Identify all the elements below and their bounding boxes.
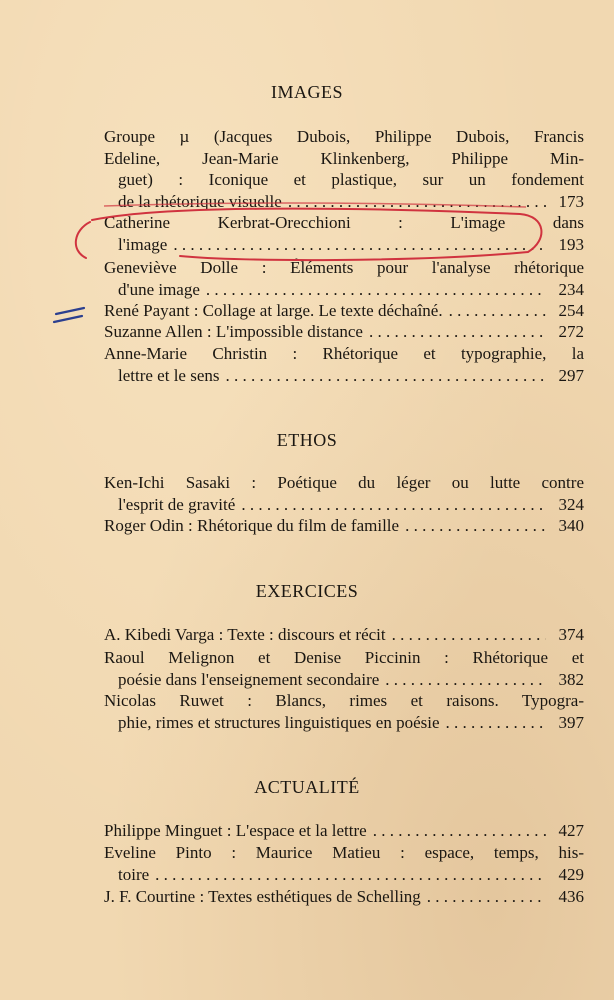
leader-dots xyxy=(206,279,546,301)
entry-title-tail: poésie dans l'enseignement secondaire xyxy=(118,669,380,689)
entry-last-line xyxy=(104,820,584,842)
page-number: 234 xyxy=(558,279,584,299)
entry-title-tail: Philippe Minguet : L'espace et la lettre xyxy=(104,821,367,840)
toc-entry-kibedi-varga xyxy=(104,624,584,646)
entry-last-line xyxy=(104,300,584,322)
toc-entry-melignon-piccinin xyxy=(104,647,584,690)
page-number: 382 xyxy=(558,669,584,689)
entry-last-line xyxy=(104,712,584,734)
toc-entry-odin xyxy=(104,515,584,537)
leader-dots xyxy=(449,300,546,322)
entry-line: Nicolas Ruwet : Blancs, rimes et raisons. Typogra- xyxy=(104,691,584,710)
toc-entry-ruwet xyxy=(104,690,584,733)
leader-dots xyxy=(288,191,546,213)
section-title-actualite: ACTUALITÉ xyxy=(254,777,360,797)
entry-title-tail: l'image xyxy=(118,234,168,254)
entry-line: Anne-Marie Christin : Rhétorique et typographie, la xyxy=(104,344,584,363)
page-number: 397 xyxy=(558,712,584,732)
leader-dots xyxy=(373,820,546,842)
entry-line: Catherine Kerbrat-Orecchioni : L'image dans xyxy=(104,213,584,232)
page-number: 297 xyxy=(558,365,584,385)
entry-line: Ken-Ichi Sasaki : Poétique du léger ou lutte contre xyxy=(104,473,584,492)
page-number: 324 xyxy=(558,494,584,514)
entry-last-line xyxy=(104,864,584,886)
entry-title-tail: Suzanne Allen : L'impossible distance xyxy=(104,322,363,341)
entry-last-line xyxy=(104,515,584,537)
blue-margin-mark xyxy=(54,308,84,322)
toc-entry-courtine xyxy=(104,886,584,908)
leader-dots xyxy=(173,234,546,256)
entry-last-line xyxy=(104,365,584,387)
entry-line: Edeline, Jean-Marie Klinkenberg, Philippe Min- xyxy=(104,148,584,168)
toc-entry-kerbrat-orecchioni xyxy=(104,212,584,255)
leader-dots xyxy=(385,669,546,691)
entry-last-line xyxy=(104,624,584,646)
entry-line: Groupe µ (Jacques Dubois, Philippe Dubois, Francis xyxy=(104,127,584,146)
toc-entry-allen xyxy=(104,321,584,343)
page-number: 173 xyxy=(558,191,584,211)
entry-line: guet) : Iconique et plastique, sur un fondement xyxy=(118,170,584,189)
entry-line: Raoul Melignon et Denise Piccinin : Rhétorique et xyxy=(104,648,584,667)
entry-title-tail: phie, rimes et structures linguistiques en poésie xyxy=(118,712,440,732)
toc-entry-groupe-mu xyxy=(104,126,584,212)
toc-entry-minguet xyxy=(104,820,584,842)
toc-entry-pinto xyxy=(104,842,584,885)
entry-last-line xyxy=(104,321,584,343)
entry-title-tail: toire xyxy=(118,864,150,884)
entry-last-line xyxy=(104,279,584,301)
entry-title-tail: d'une image xyxy=(118,279,200,299)
section-title-images: IMAGES xyxy=(270,82,343,102)
page-number: 429 xyxy=(558,864,584,884)
entry-last-line xyxy=(104,886,584,908)
entry-title-tail: René Payant : Collage at large. Le texte déchaîné. xyxy=(104,301,443,320)
page-number: 272 xyxy=(558,322,584,341)
page-number: 193 xyxy=(558,234,584,254)
leader-dots xyxy=(446,712,546,734)
entry-line: Geneviève Dolle : Éléments pour l'analyse rhétorique xyxy=(104,258,584,277)
page-number: 427 xyxy=(558,821,584,840)
leader-dots xyxy=(226,365,547,387)
entry-title-tail: A. Kibedi Varga : Texte : discours et récit xyxy=(104,625,386,644)
entry-line: Eveline Pinto : Maurice Matieu : espace, temps, his- xyxy=(104,843,584,862)
entry-last-line xyxy=(104,191,584,213)
leader-dots xyxy=(155,864,546,886)
leader-dots xyxy=(392,624,546,646)
page-number: 374 xyxy=(558,625,584,644)
entry-title-tail: de la rhétorique visuelle xyxy=(118,191,282,211)
page-number: 340 xyxy=(558,516,584,535)
toc-entry-sasaki xyxy=(104,472,584,515)
entry-title-tail: Roger Odin : Rhétorique du film de famille xyxy=(104,516,400,535)
leader-dots xyxy=(241,494,546,516)
leader-dots xyxy=(369,321,546,343)
page-number: 436 xyxy=(558,887,584,906)
entry-last-line xyxy=(104,494,584,516)
entry-title-tail: l'esprit de gravité xyxy=(118,494,236,514)
entry-last-line xyxy=(104,669,584,691)
leader-dots xyxy=(405,515,546,537)
entry-title-tail: lettre et le sens xyxy=(118,365,220,385)
entry-title-tail: J. F. Courtine : Textes esthétiques de Schelling xyxy=(104,887,421,906)
toc-entry-payant xyxy=(104,300,584,322)
entry-last-line xyxy=(104,234,584,256)
toc-entry-dolle xyxy=(104,257,584,300)
page-number: 254 xyxy=(558,301,584,320)
toc-entry-christin xyxy=(104,343,584,386)
section-title-exercices: EXERCICES xyxy=(255,581,359,601)
leader-dots xyxy=(427,886,546,908)
section-title-ethos: ETHOS xyxy=(276,430,338,450)
